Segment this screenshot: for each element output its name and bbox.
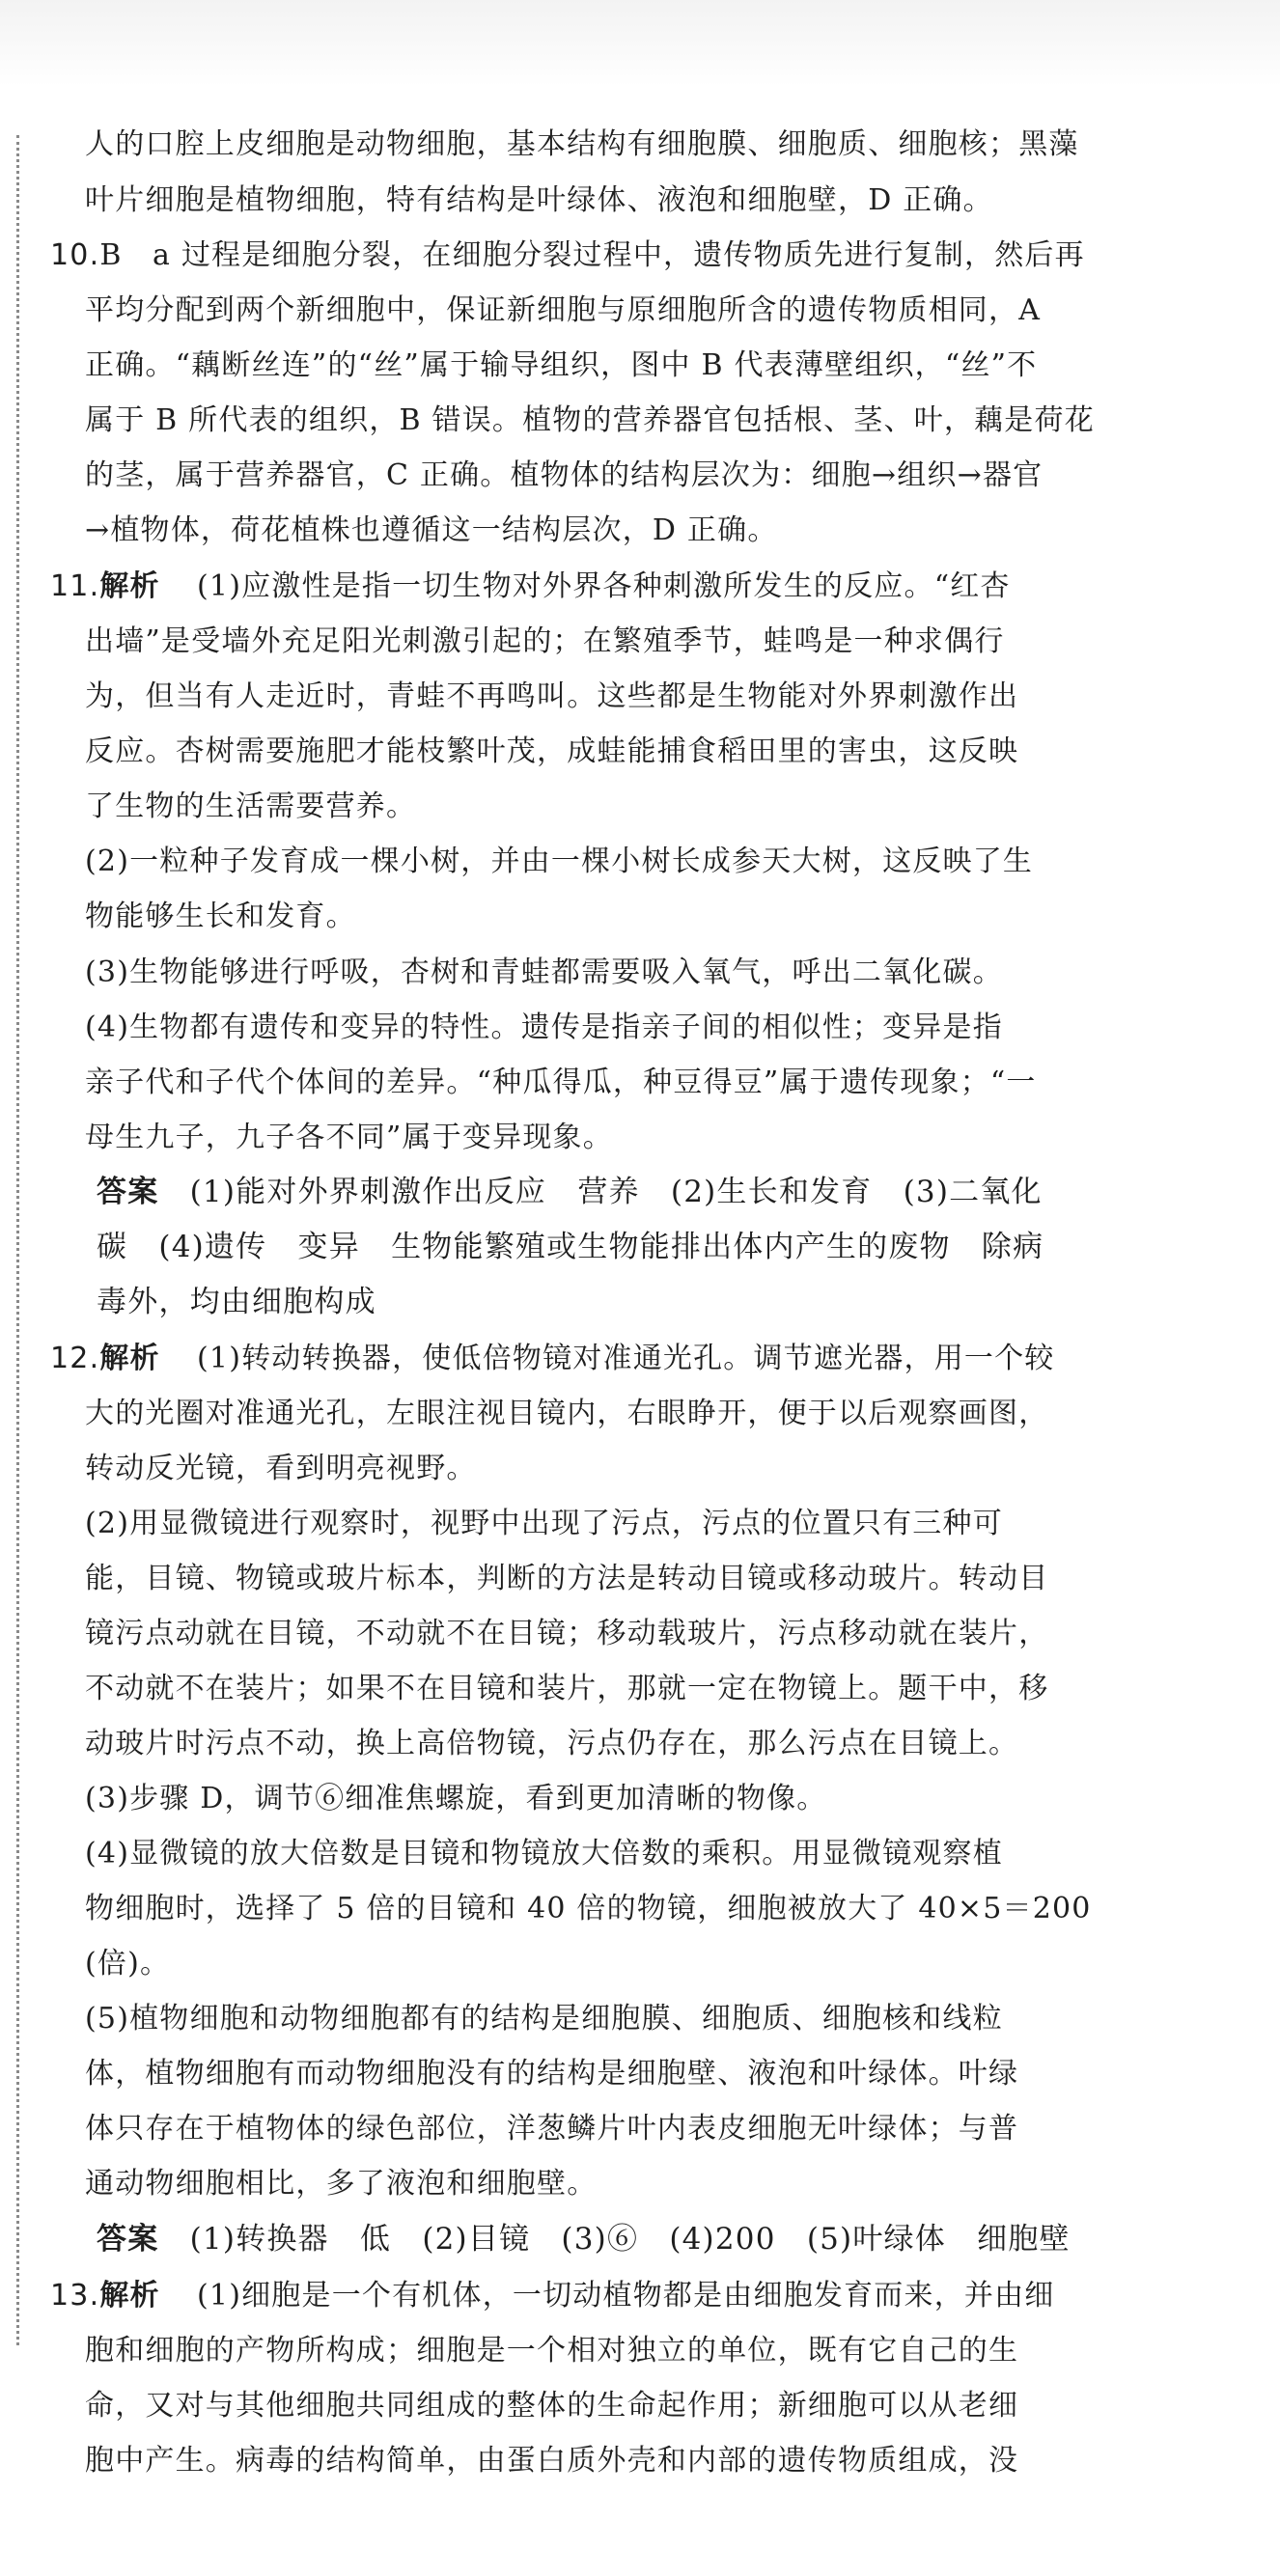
q10-line-4: 属于 B 所代表的组织，B 错误。植物的营养器官包括根、茎、叶，藕是荷花 <box>85 403 1095 437</box>
q11-p1-line-4: 反应。杏树需要施肥才能枝繁叶茂，成蛙能捕食稻田里的害虫，这反映 <box>85 734 1019 768</box>
q12-p2-line-1: (2)用显微镜进行观察时，视野中出现了污点，污点的位置只有三种可 <box>85 1507 1003 1540</box>
q11-answer-line-1 <box>97 1171 1043 1213</box>
q11-p1-line-3: 为，但当有人走近时，青蛙不再鸣叫。这些都是生物能对外界刺激作出 <box>85 679 1019 713</box>
q13-p1-line-4: 胞中产生。病毒的结构简单，由蛋白质外壳和内部的遗传物质组成，没 <box>85 2444 1019 2478</box>
q11-answer-line-2: 碳 (4)遗传 变异 生物能繁殖或生物能排出体内产生的废物 除病 <box>97 1230 1044 1264</box>
q12-p5-line-1: (5)植物细胞和动物细胞都有的结构是细胞膜、细胞质、细胞核和线粒 <box>85 2002 1003 2036</box>
q11-p4-line-3: 母生九子，九子各不同”属于变异现象。 <box>85 1121 613 1154</box>
q11-analysis-label: 解析 <box>99 569 160 603</box>
q11-p2-line-2: 物能够生长和发育。 <box>85 900 356 933</box>
q12-p1-line-1: (1)转动转换器，使低倍物镜对准通光孔。调节遮光器，用一个较 <box>197 1342 1055 1375</box>
top-shade <box>0 0 1280 87</box>
q10-line-3: 正确。“藕断丝连”的“丝”属于输导组织，图中 B 代表薄壁组织，“丝”不 <box>85 348 1038 382</box>
q10-line-2: 平均分配到两个新细胞中，保证新细胞与原细胞所含的遗传物质相同，A <box>85 293 1042 327</box>
q12-header <box>50 1338 160 1380</box>
q11-p4-line-1: (4)生物都有遗传和变异的特性。遗传是指亲子间的相似性；变异是指 <box>85 1011 1003 1044</box>
q10-number: 10. <box>50 238 100 272</box>
q11-header <box>50 566 160 608</box>
q12-answer-line-1 <box>97 2218 1071 2260</box>
q13-p1-line-3: 命，又对与其他细胞共同组成的整体的生命起作用；新细胞可以从老细 <box>85 2389 1019 2423</box>
q12-p5-line-2: 体，植物细胞有而动物细胞没有的结构是细胞壁、液泡和叶绿体。叶绿 <box>85 2057 1019 2091</box>
q11-answer-line-3: 毒外，均由细胞构成 <box>97 1285 376 1319</box>
q9-line-1: 人的口腔上皮细胞是动物细胞，基本结构有细胞膜、细胞质、细胞核；黑藻 <box>85 127 1079 161</box>
q10-answer-letter: B <box>99 238 123 272</box>
q12-p2-line-2: 能，目镜、物镜或玻片标本，判断的方法是转动目镜或移动玻片。转动目 <box>85 1562 1049 1595</box>
q11-answer-label: 答案 <box>97 1175 159 1209</box>
q12-p4-line-2: 物细胞时，选择了 5 倍的目镜和 40 倍的物镜，细胞被放大了 40×5＝200 <box>85 1892 1092 1925</box>
q12-p5-line-4: 通动物细胞相比，多了液泡和细胞壁。 <box>85 2167 598 2201</box>
q11-p1-line-5: 了生物的生活需要营养。 <box>85 789 417 823</box>
q13-number: 13. <box>50 2279 100 2313</box>
binding-margin-dotted-line <box>16 135 19 2345</box>
q10-block <box>50 235 123 277</box>
q12-p1-line-2: 大的光圈对准通光孔，左眼注视目镜内，右眼睁开，便于以后观察画图， <box>85 1397 1049 1430</box>
q11-p1-line-1: (1)应激性是指一切生物对外界各种刺激所发生的反应。“红杏 <box>197 569 1011 603</box>
q12-p3-line-1: (3)步骤 D，调节⑥细准焦螺旋，看到更加清晰的物像。 <box>85 1782 827 1815</box>
q12-p5-line-3: 体只存在于植物体的绿色部位，洋葱鳞片叶内表皮细胞无叶绿体；与普 <box>85 2112 1019 2146</box>
q12-p2-line-4: 不动就不在装片；如果不在目镜和装片，那就一定在物镜上。题干中，移 <box>85 1672 1049 1705</box>
q12-p4-line-3: (倍)。 <box>85 1947 171 1980</box>
q11-p2-line-1: (2)一粒种子发育成一棵小树，并由一棵小树长成参天大树，这反映了生 <box>85 845 1034 878</box>
q12-p2-line-3: 镜污点动就在目镜，不动就不在目镜；移动载玻片，污点移动就在装片， <box>85 1617 1049 1650</box>
q12-number: 12. <box>50 1342 100 1375</box>
q12-p1-line-3: 转动反光镜，看到明亮视野。 <box>85 1452 477 1485</box>
q13-p1-line-2: 胞和细胞的产物所构成；细胞是一个相对独立的单位，既有它自己的生 <box>85 2334 1019 2368</box>
q11-p3-line-1: (3)生物能够进行呼吸，杏树和青蛙都需要吸入氧气，呼出二氧化碳。 <box>85 956 1003 989</box>
q11-number: 11. <box>50 569 100 603</box>
q12-answer-text-1: (1)转换器 低 (2)目镜 (3)⑥ (4)200 (5)叶绿体 细胞壁 <box>189 2222 1071 2257</box>
q12-answer-label: 答案 <box>97 2222 159 2257</box>
q11-p1-line-2: 出墙”是受墙外充足阳光刺激引起的；在繁殖季节，蛙鸣是一种求偶行 <box>85 624 1005 658</box>
q10-line-6: →植物体，荷花植株也遵循这一结构层次，D 正确。 <box>85 513 778 547</box>
q11-answer-text-1: (1)能对外界刺激作出反应 营养 (2)生长和发育 (3)二氧化 <box>189 1175 1043 1209</box>
q12-p2-line-5: 动玻片时污点不动，换上高倍物镜，污点仍存在，那么污点在目镜上。 <box>85 1727 1019 1760</box>
q13-analysis-label: 解析 <box>99 2279 160 2313</box>
q12-p4-line-1: (4)显微镜的放大倍数是目镜和物镜放大倍数的乘积。用显微镜观察植 <box>85 1837 1003 1870</box>
q13-header <box>50 2275 160 2317</box>
q13-p1-line-1: (1)细胞是一个有机体，一切动植物都是由细胞发育而来，并由细 <box>197 2279 1055 2313</box>
q12-analysis-label: 解析 <box>99 1342 160 1375</box>
q10-line-1: a 过程是细胞分裂，在细胞分裂过程中，遗传物质先进行复制，然后再 <box>153 238 1085 272</box>
q11-p4-line-2: 亲子代和子代个体间的差异。“种瓜得瓜，种豆得豆”属于遗传现象；“一 <box>85 1066 1037 1099</box>
q10-line-5: 的茎，属于营养器官，C 正确。植物体的结构层次为：细胞→组织→器官 <box>85 458 1043 492</box>
q9-line-2: 叶片细胞是植物细胞，特有结构是叶绿体、液泡和细胞壁，D 正确。 <box>85 183 993 217</box>
